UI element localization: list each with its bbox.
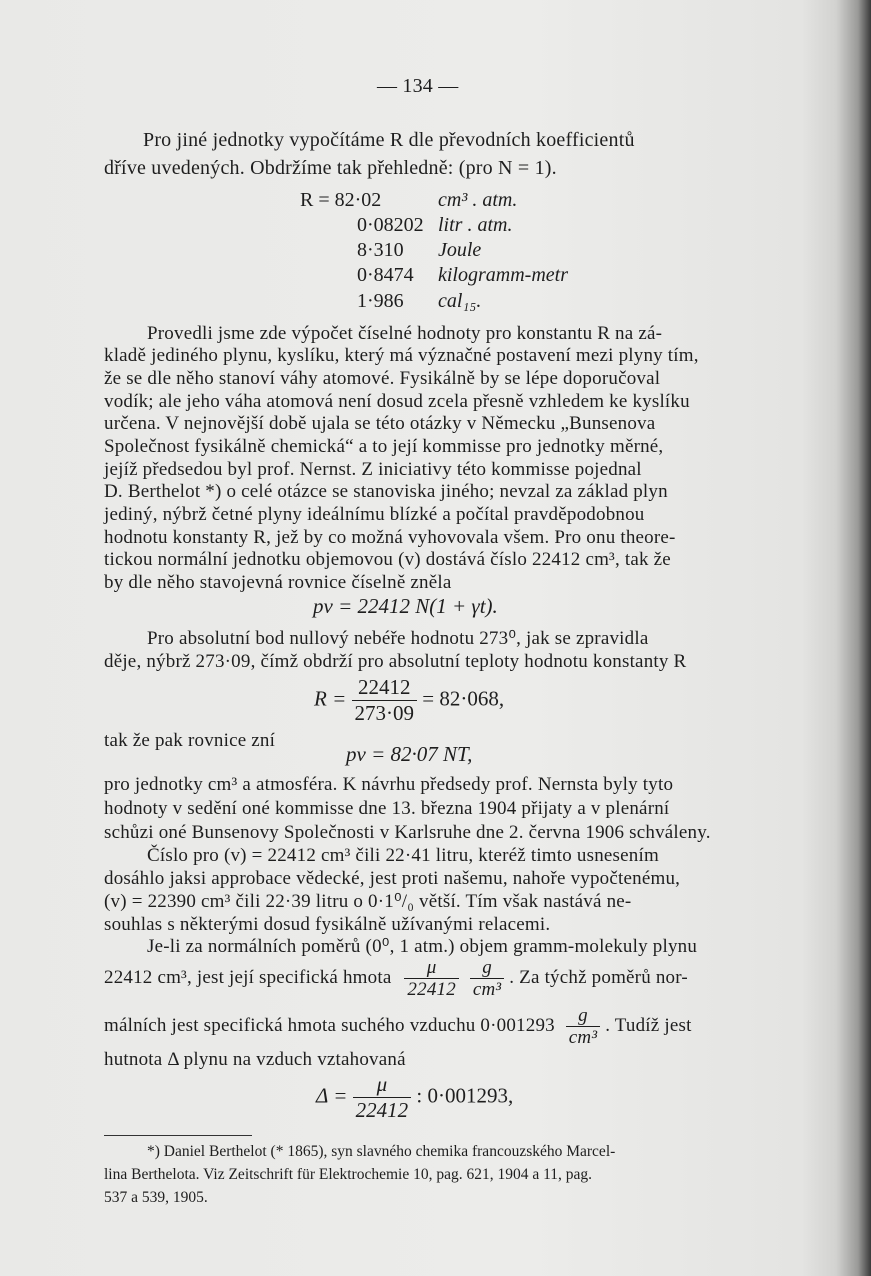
p4-line-2 — [104, 957, 688, 1000]
p4-line-1: Je-li za normálních poměrů (0⁰, 1 atm.) objem gramm-molekuly plynu — [147, 936, 698, 957]
p4-line-3-before: málních jest specifická hmota suchého vzduchu 0·001293 — [104, 1014, 555, 1036]
p4-frac-mu-22412 — [404, 957, 459, 1000]
p3-line-3: schůzi oné Bunsenovy Společnosti v Karlsruhe dne 2. června 1906 schváleny. — [104, 822, 711, 843]
p3-line-6: (v) = 22390 cm³ čili 22·39 litru o 0·1⁰/₀ větší. Tím však nastává ne- — [104, 891, 632, 912]
p1-line-8: D. Berthelot *) o celé otázce se stanoviska jiného; nevzal za základ plyn — [104, 481, 668, 502]
p4-frac3-den: cm³ — [568, 1027, 598, 1048]
r-value-4: 1·986 — [357, 290, 404, 312]
p4-frac2-num: g — [470, 957, 504, 979]
eq4-denominator: 22412 — [355, 1098, 409, 1122]
p3-line-7: souhlas s některými dosud fysikálně užívanými relacemi. — [104, 914, 551, 935]
p2-line-2: děje, nýbrž 273·09, čímž obdrží pro absolutní teploty hodnotu konstanty R — [104, 651, 687, 672]
equation-pv-82-07: pv = 82·07 NT, — [346, 742, 473, 766]
p4-frac2-den: cm³ — [472, 979, 502, 1000]
eq4-fraction — [353, 1072, 412, 1123]
p4-frac3-num: g — [566, 1005, 600, 1027]
intro-line-1: Pro jiné jednotky vypočítáme R dle převodních koefficientů — [143, 129, 635, 151]
r-unit-4: cal₁₅. — [438, 290, 482, 312]
r-value-2: 8·310 — [357, 239, 404, 261]
p1-line-12: by dle něho stavojevná rovnice číselně zněla — [104, 572, 452, 593]
p4-frac1-den: 22412 — [407, 979, 456, 1000]
r-unit-1: litr . atm. — [438, 214, 513, 236]
p1-line-9: jediný, nýbrž četné plyny ideálnímu blízké a počítal pravděpodobnou — [104, 504, 645, 525]
tak-ze-pak-line: tak že pak rovnice zní — [104, 730, 276, 751]
equation-delta — [316, 1072, 513, 1123]
p4-line-2-after: . Za týchž poměrů nor- — [509, 966, 688, 988]
p4-frac-g-cm3-air — [566, 1005, 600, 1048]
p3-line-2: hodnoty v sedění oné kommisse dne 13. března 1904 přijaty a v plenární — [104, 798, 670, 819]
intro-line-2: dříve uvedených. Obdržíme tak přehledně: (pro N = 1). — [104, 157, 557, 179]
footnote-line-2: lina Berthelota. Viz Zeitschrift für Elektrochemie 10, pag. 621, 1904 a 11, pag. — [104, 1166, 593, 1183]
p1-line-5: určena. V nejnovější době ujala se této otázky v Německu „Bunsenova — [104, 413, 656, 434]
p4-frac1-num: μ — [404, 957, 459, 979]
r-label: R = 82·02 — [300, 189, 382, 211]
eq2-lhs: R = — [314, 686, 347, 711]
eq4-lhs: Δ = — [316, 1083, 348, 1108]
equation-pv-22412: pv = 22412 N(1 + γt). — [313, 594, 498, 618]
p1-line-2: kladě jediného plynu, kyslíku, který má význačné postavení mezi plyny tím, — [104, 345, 699, 366]
p4-line-3-after: . Tudíž jest — [605, 1014, 692, 1036]
r-unit-2: Joule — [438, 239, 482, 261]
footnote-divider — [104, 1135, 252, 1136]
eq2-fraction — [352, 675, 418, 726]
p4-line-2-before: 22412 cm³, jest její specifická hmota — [104, 966, 392, 988]
p1-line-7: jejíž předsedou byl prof. Nernst. Z iniciativy této kommisse pojednal — [104, 459, 642, 480]
r-value-1: 0·08202 — [357, 214, 424, 236]
footnote-line-3: 537 a 539, 1905. — [104, 1189, 208, 1206]
p3-line-1: pro jednotky cm³ a atmosféra. K návrhu předsedy prof. Nernsta byly tyto — [104, 774, 674, 795]
p1-line-11: tickou normální jednotku objemovou (v) dostává číslo 22412 cm³, tak že — [104, 549, 671, 570]
p4-line-3 — [104, 1005, 692, 1048]
p2-line-1: Pro absolutní bod nullový nebéře hodnotu 273⁰, jak se zpravidla — [147, 628, 649, 649]
p1-line-6: Společnost fysikálně chemická“ a to její kommisse pro jednotky měrné, — [104, 436, 664, 457]
p1-line-10: hodnotu konstanty R, jež by co možná vyhovovala všem. Pro onu theore- — [104, 527, 676, 548]
p4-frac-g-cm3 — [470, 957, 504, 1000]
p3-line-5: dosáhlo jaksi approbace vědecké, jest proti našemu, nahoře vypočtenému, — [104, 868, 681, 889]
equation-r-fraction — [314, 675, 504, 726]
footnote-line-1: *) Daniel Berthelot (* 1865), syn slavného chemika francouzského Marcel- — [147, 1143, 616, 1160]
eq2-numerator: 22412 — [352, 675, 418, 701]
p1-line-4: vodík; ale jeho váha atomová není dosud zcela přesně vzhledem ke kyslíku — [104, 391, 690, 412]
p3-line-4: Číslo pro (v) = 22412 cm³ čili 22·41 litru, kteréž timto usnesením — [147, 845, 659, 866]
eq4-numerator: μ — [353, 1072, 412, 1098]
r-value-3: 0·8474 — [357, 264, 414, 286]
r-unit-3: kilogramm-metr — [438, 264, 568, 286]
eq2-rhs: = 82·068, — [422, 686, 505, 711]
p1-line-1: Provedli jsme zde výpočet číselné hodnoty pro konstantu R na zá- — [147, 323, 663, 344]
eq4-rhs: : 0·001293, — [416, 1083, 514, 1108]
p1-line-3: že se dle něho stanoví váhy atomové. Fysikálně by se lépe doporučoval — [104, 368, 661, 389]
p4-line-4: hutnota Δ plynu na vzduch vztahovaná — [104, 1049, 406, 1070]
eq2-denominator: 273·09 — [354, 701, 414, 725]
r-unit-0: cm³ . atm. — [438, 189, 518, 211]
page-number: — 134 — — [377, 75, 459, 97]
